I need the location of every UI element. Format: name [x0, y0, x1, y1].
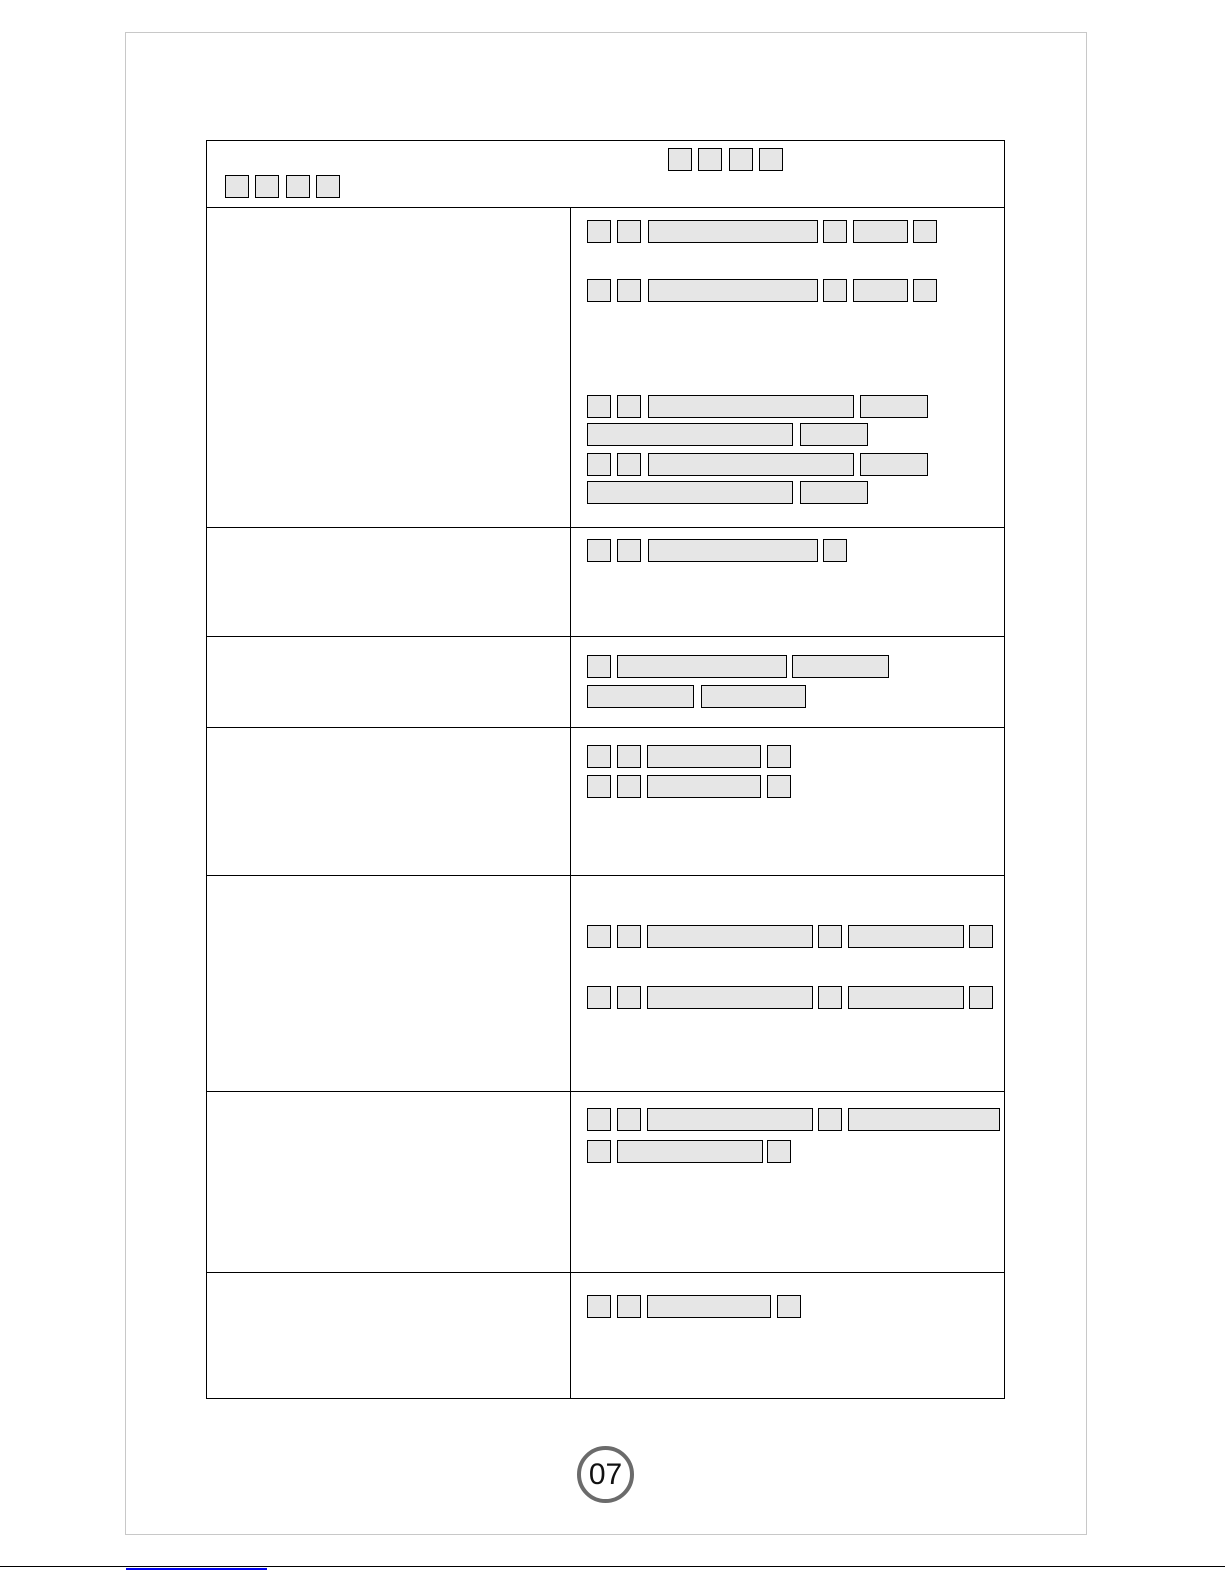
redacted-text: [617, 395, 641, 418]
page-number-badge: 07: [577, 1446, 634, 1503]
bottom-rule: [0, 1566, 1225, 1567]
redacted-text: [848, 1108, 1000, 1131]
redacted-text: [648, 220, 818, 243]
redacted-text: [617, 279, 641, 302]
redacted-text: [647, 1295, 771, 1318]
redacted-text: [255, 175, 279, 198]
redacted-text: [848, 986, 964, 1009]
redacted-text: [767, 1140, 791, 1163]
row-divider: [207, 527, 1004, 528]
redacted-text: [587, 1295, 611, 1318]
redacted-text: [587, 423, 793, 446]
redacted-text: [617, 1295, 641, 1318]
redacted-text: [800, 423, 868, 446]
row-divider: [207, 1272, 1004, 1273]
redacted-text: [818, 986, 842, 1009]
redacted-text: [617, 453, 641, 476]
redacted-text: [792, 655, 889, 678]
redacted-text: [587, 986, 611, 1009]
redacted-text: [969, 986, 993, 1009]
redacted-text: [860, 453, 928, 476]
redacted-text: [587, 1108, 611, 1131]
redacted-text: [617, 986, 641, 1009]
redacted-text: [587, 539, 611, 562]
redacted-text: [729, 148, 753, 171]
redacted-text: [225, 175, 249, 198]
column-divider: [570, 207, 571, 1398]
redacted-text: [777, 1295, 801, 1318]
row-divider: [207, 727, 1004, 728]
redacted-text: [767, 775, 791, 798]
redacted-text: [969, 925, 993, 948]
redacted-text: [823, 539, 847, 562]
redacted-text: [913, 220, 937, 243]
redacted-text: [648, 453, 854, 476]
row-divider: [207, 636, 1004, 637]
redacted-text: [647, 745, 761, 768]
redacted-text: [617, 655, 787, 678]
redacted-text: [587, 279, 611, 302]
redacted-text: [818, 925, 842, 948]
redacted-text: [853, 220, 908, 243]
redacted-text: [648, 279, 818, 302]
redacted-text: [647, 1108, 813, 1131]
redacted-text: [648, 395, 854, 418]
redacted-text: [823, 279, 847, 302]
redacted-text: [668, 148, 692, 171]
footer-link-underline[interactable]: [126, 1568, 267, 1570]
redacted-text: [587, 220, 611, 243]
redacted-text: [617, 1140, 763, 1163]
redacted-text: [617, 220, 641, 243]
redacted-text: [853, 279, 908, 302]
redacted-text: [587, 481, 793, 504]
redacted-text: [286, 175, 310, 198]
redacted-text: [587, 685, 694, 708]
redacted-text: [587, 395, 611, 418]
redacted-text: [800, 481, 868, 504]
redacted-text: [767, 745, 791, 768]
redacted-text: [648, 539, 818, 562]
redacted-text: [587, 745, 611, 768]
spec-table: [206, 140, 1005, 1399]
redacted-text: [617, 775, 641, 798]
redacted-text: [759, 148, 783, 171]
redacted-text: [698, 148, 722, 171]
redacted-text: [647, 775, 761, 798]
row-divider: [207, 1091, 1004, 1092]
redacted-text: [316, 175, 340, 198]
redacted-text: [701, 685, 806, 708]
redacted-text: [647, 986, 813, 1009]
redacted-text: [587, 453, 611, 476]
redacted-text: [587, 775, 611, 798]
row-divider: [207, 875, 1004, 876]
redacted-text: [647, 925, 813, 948]
redacted-text: [848, 925, 964, 948]
redacted-text: [617, 1108, 641, 1131]
redacted-text: [617, 925, 641, 948]
redacted-text: [860, 395, 928, 418]
redacted-text: [823, 220, 847, 243]
redacted-text: [617, 745, 641, 768]
redacted-text: [587, 655, 611, 678]
redacted-text: [587, 1140, 611, 1163]
redacted-text: [617, 539, 641, 562]
redacted-text: [587, 925, 611, 948]
redacted-text: [913, 279, 937, 302]
redacted-text: [818, 1108, 842, 1131]
header-divider: [207, 207, 1004, 208]
